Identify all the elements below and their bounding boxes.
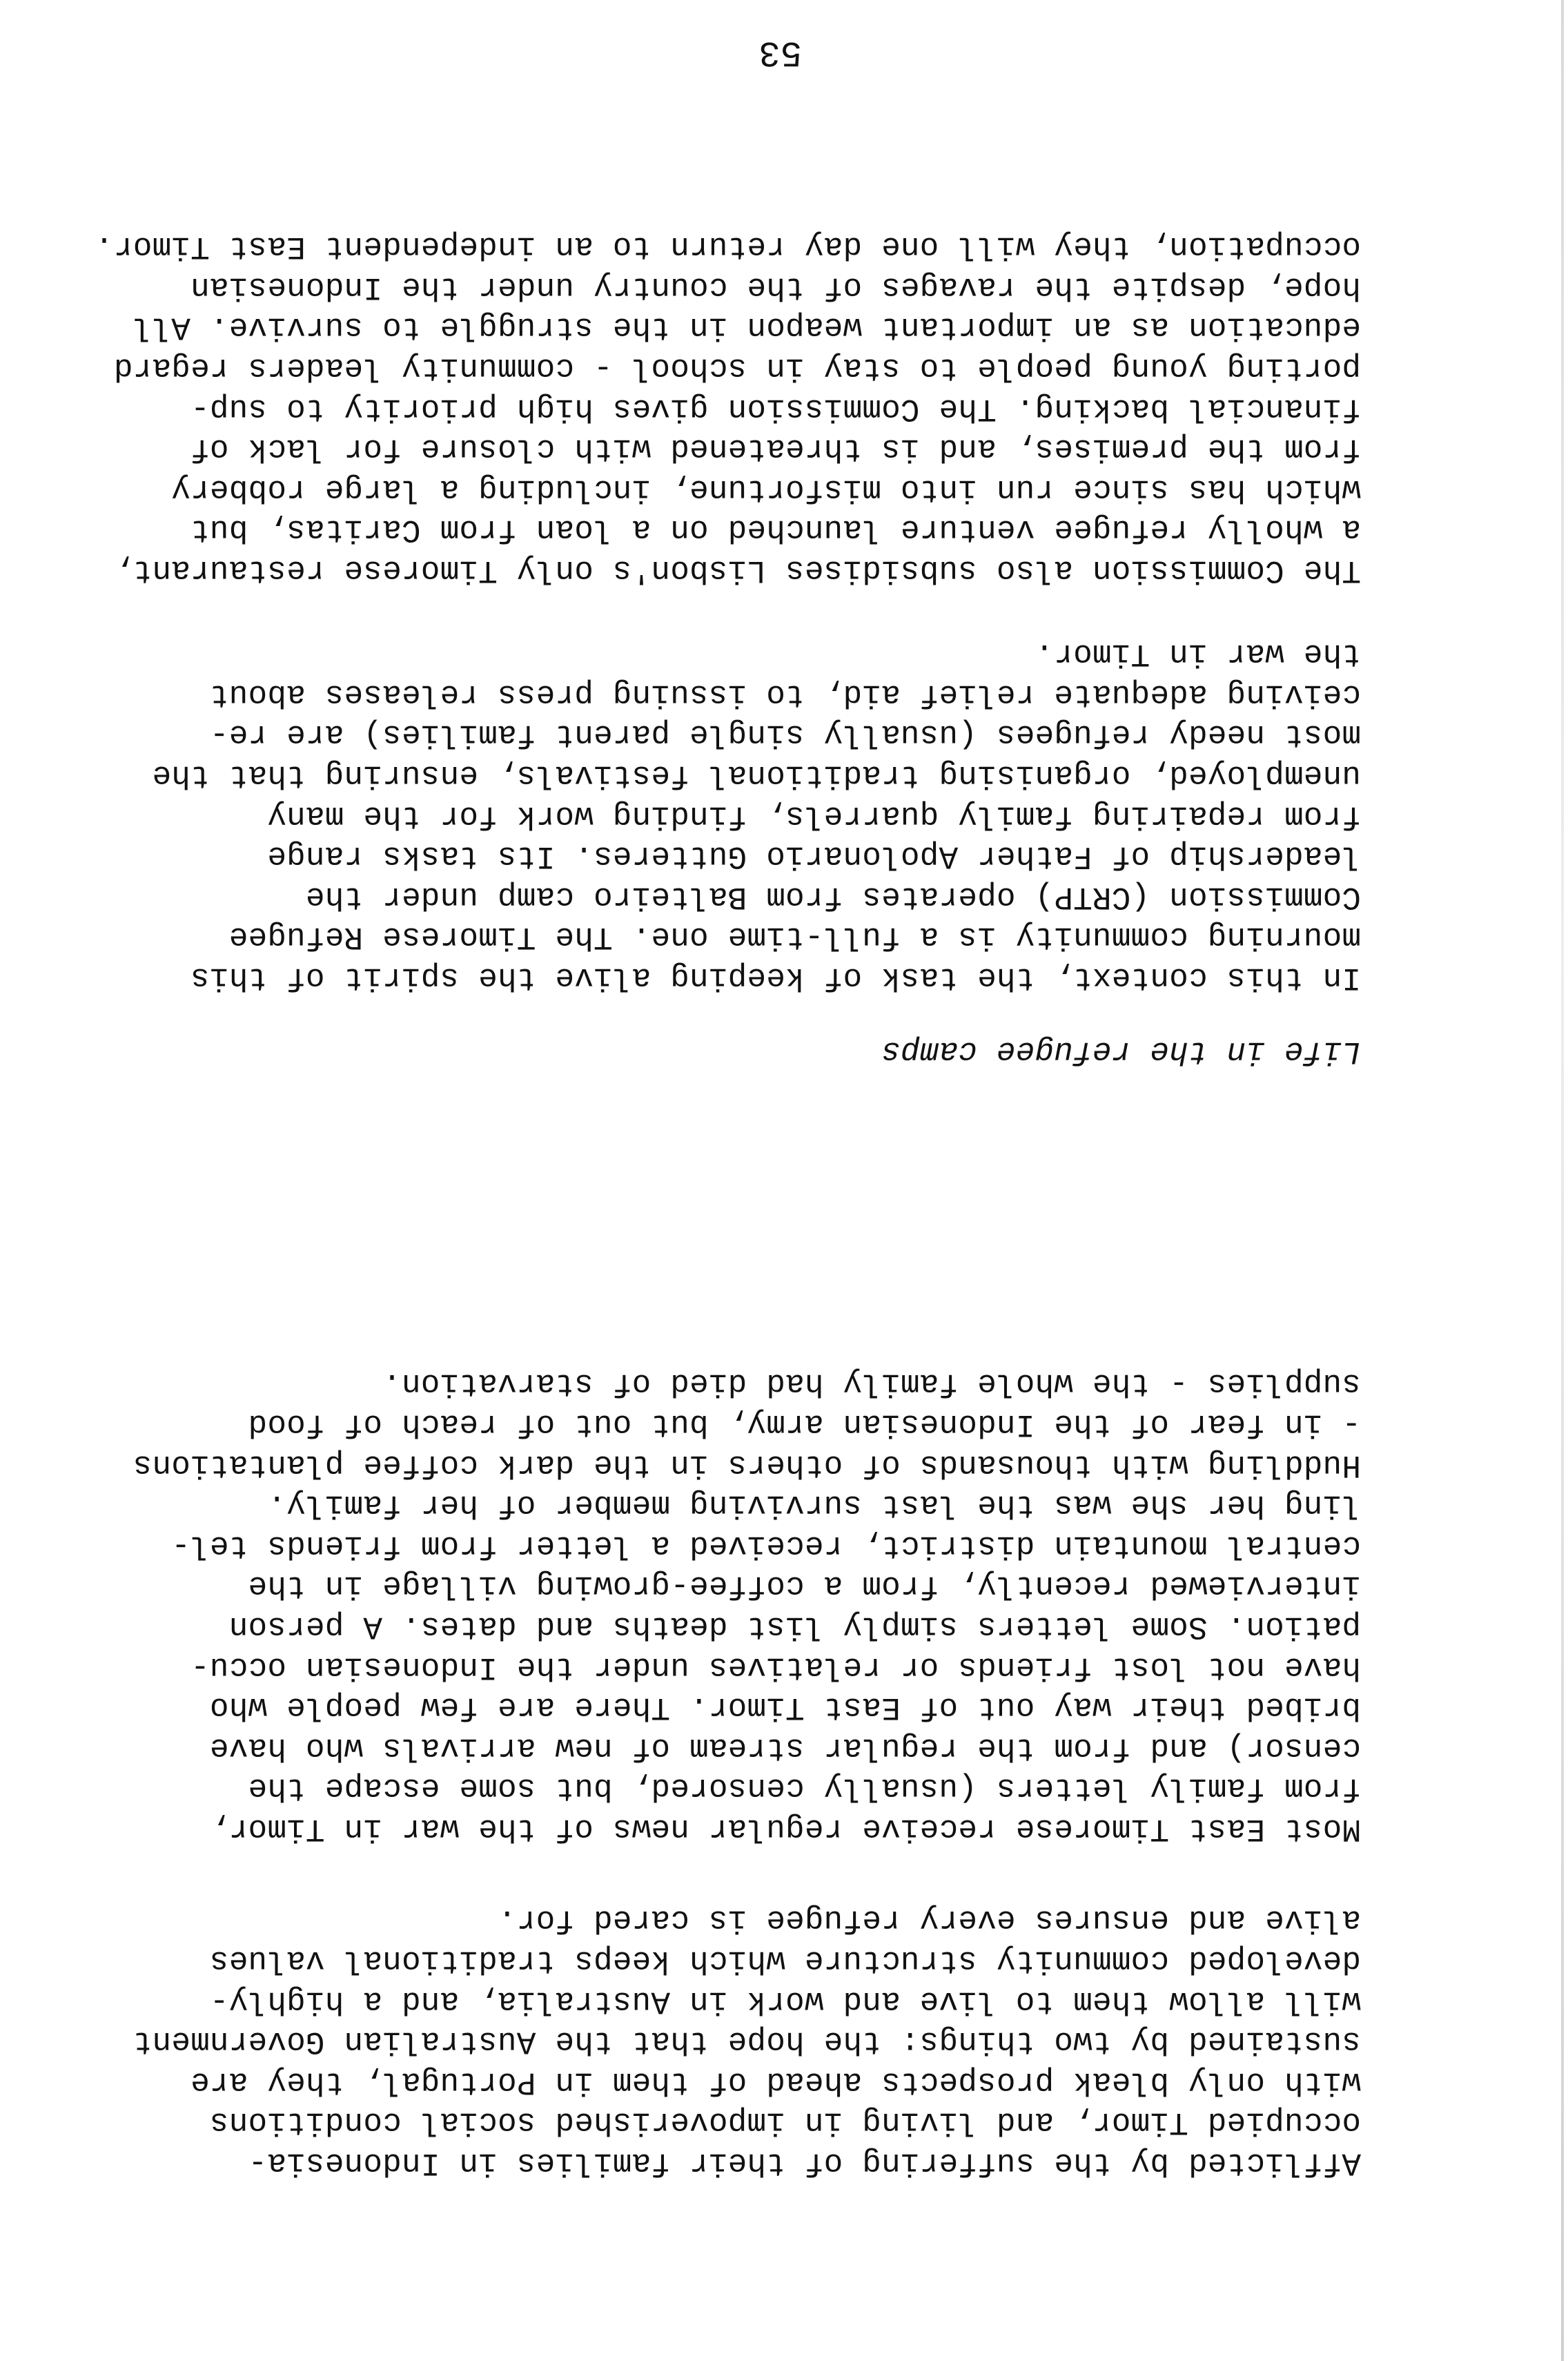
text-line: have not lost friends or relatives under the Indonesian occu- — [190, 1649, 1361, 1685]
scan-edge — [1561, 0, 1564, 2361]
text-line: Most East Timorese receive regular news of the war in Timor, — [209, 1811, 1361, 1847]
text-line: developed community structure which keeps traditional values — [209, 1943, 1361, 1979]
text-line: the war in Timor. — [1035, 636, 1361, 672]
paragraph-commission-tasks — [0, 634, 1361, 998]
text-line: supplies - the whole family had died of starvation. — [382, 1366, 1361, 1402]
text-line: occupation, they will one day return to an independent East Timor. — [94, 229, 1361, 265]
text-line: will allow them to live and work in Australia, and a highly- — [209, 1983, 1361, 2019]
text-line: financial backing. The Commission gives high priority to sup- — [190, 390, 1361, 427]
text-line: In this context, the task of keeping alive the spirit of this — [190, 960, 1361, 995]
text-line: mourning community is a full-time one. The Timorese Refugee — [228, 919, 1361, 955]
text-line: Commission (CRTP) operates from Balteiro camp under the — [305, 878, 1361, 915]
text-line: central mountain district, received a letter from friends tel- — [171, 1527, 1361, 1564]
text-line: Afflicted by the suffering of their families in Indonesia- — [248, 2145, 1361, 2181]
text-line: from repairing family quarrels, finding work for the many — [267, 797, 1361, 834]
text-line: ling her she was the last surviving member of her family. — [267, 1487, 1361, 1524]
text-line: which has since run into misfortune, including a large robbery — [171, 471, 1361, 507]
text-line: most needy refugees (usually single parent families) are re- — [209, 717, 1361, 753]
text-line: unemployed, organising traditional festivals, ensuring that the — [152, 757, 1361, 794]
text-line: ceiving adequate relief aid, to issuing press releases about — [209, 676, 1361, 712]
text-line: pation. Some letters simply list deaths and dates. A person — [228, 1609, 1361, 1645]
text-line: a wholly refugee venture launched on a loan from Caritas, but — [190, 512, 1361, 548]
text-line: Huddling with thousands of others in the dark coffee plantations — [133, 1446, 1361, 1483]
text-line: alive and ensures every refugee is cared for. — [497, 1902, 1361, 1939]
text-line: from the premises, and is threatened with closure for lack of — [190, 431, 1361, 467]
text-line: interviewed recently, from a coffee-growing village in the — [248, 1568, 1361, 1604]
text-line: bribed their way out of East Timor. There are few people who — [209, 1689, 1361, 1726]
text-line: with only bleak prospects ahead of them in Portugal, they are — [190, 2063, 1361, 2100]
text-line: porting young people to stay in school - community leaders regard — [113, 350, 1361, 387]
text-line: The Commission also subsidises Lisbon's only Timorese restaurant, — [113, 552, 1361, 588]
text-line: leadership of Father Apolonario Gutteres. Its tasks range — [267, 838, 1361, 875]
paragraph-news-of-war — [0, 1363, 1361, 1849]
text-line: sustained by two things: the hope that the Australian Government — [133, 2023, 1361, 2060]
paragraph-restaurant — [0, 226, 1361, 590]
text-line: - in fear of the Indonesian army, but out of reach of food — [248, 1406, 1361, 1443]
text-line: from family letters (usually censored, but some escape the — [248, 1770, 1361, 1807]
page-number: 53 — [758, 32, 802, 72]
text-line: education as an important weapon in the struggle to survive. All — [133, 309, 1361, 346]
text-line: occupied Timor, and living in impoverished social conditions — [209, 2104, 1361, 2141]
text-line: hope, despite the ravages of the country under the Indonesian — [190, 269, 1361, 305]
paragraph-afflicted — [0, 1900, 1361, 2183]
text-line: censor) and from the regular stream of new arrivals who have — [209, 1729, 1361, 1766]
section-heading-refugee-camps — [0, 1031, 1361, 1071]
section-heading: Life in the refugee camps — [881, 1033, 1361, 1069]
